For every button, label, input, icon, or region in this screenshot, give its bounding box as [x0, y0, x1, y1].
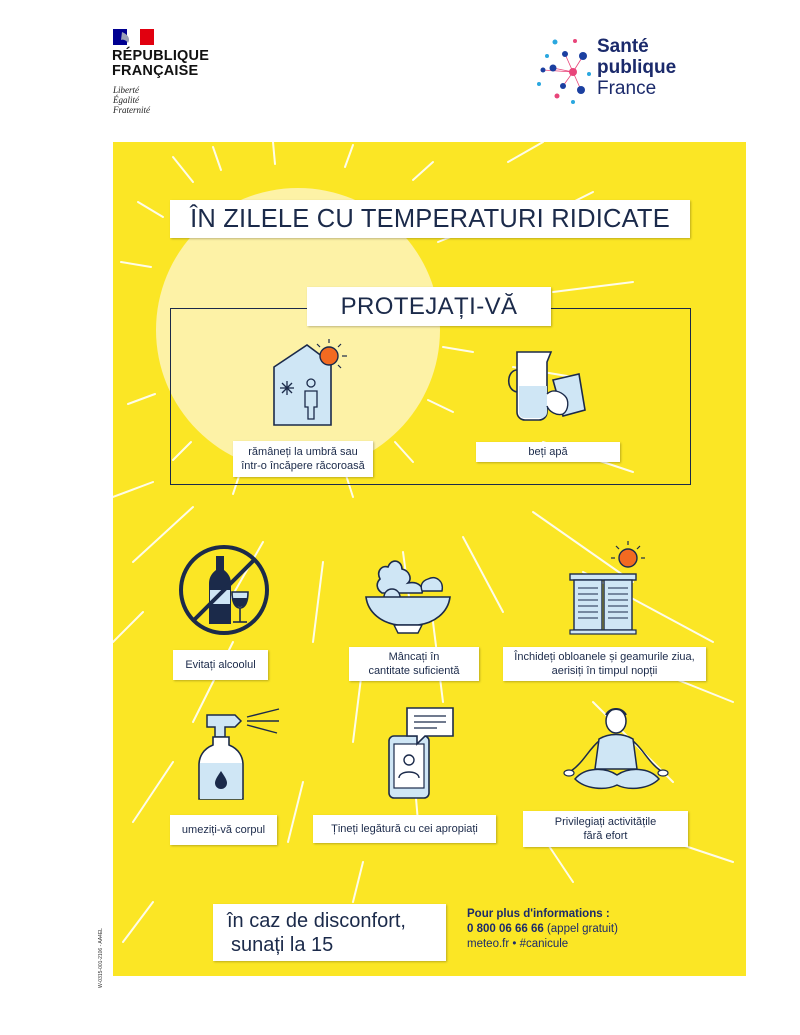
sante-publique-france-wordmark — [597, 36, 676, 99]
shutters-label-line-1: Închideți obloanele și geamurile ziua, — [514, 651, 695, 663]
republique-francaise-title — [112, 49, 209, 79]
water-pitcher-icon — [503, 342, 595, 426]
discomfort-line-1: în caz de disconfort, — [227, 909, 406, 932]
alcohol-label: Evitați alcoolul — [185, 659, 256, 671]
no-alcohol-icon — [176, 542, 272, 638]
meditating-person-icon — [561, 707, 671, 799]
food-bowl-icon — [358, 557, 458, 635]
spray-label: umeziți-vă corpul — [181, 824, 266, 836]
info-web: meteo.fr • #canicule — [467, 938, 569, 950]
republic-line-2: FRANÇAISE — [112, 63, 199, 79]
marianne-flag-logo — [113, 29, 154, 45]
sante-publique-france-logo-icon — [535, 34, 595, 108]
advice-label-water — [476, 442, 620, 462]
food-label-line-1: Mâncați în — [388, 651, 440, 663]
info-phone: 0 800 06 66 66 — [467, 923, 544, 935]
food-label-line-2: cantitate suficientă — [368, 665, 460, 677]
contact-label: Țineți legătură cu cei apropiați — [331, 823, 478, 835]
advice-label-shutters — [503, 647, 706, 681]
shade-label-line-2: într-o încăpere răcoroasă — [241, 460, 365, 472]
phone-chat-icon — [387, 706, 457, 800]
info-title: Pour plus d'informations : — [467, 908, 610, 920]
advice-label-shade — [233, 441, 373, 477]
closed-shutters-icon — [568, 538, 648, 638]
discomfort-line-2: sunați la 15 — [231, 933, 334, 956]
activity-label-line-2: fără efort — [583, 830, 628, 842]
info-phone-note: (appel gratuit) — [546, 923, 618, 935]
side-print-code — [92, 900, 106, 990]
house-snowflake-icon — [271, 337, 353, 429]
republic-line-1: RÉPUBLIQUE — [112, 48, 210, 64]
sante-line-1: Santé — [597, 36, 649, 57]
motto-egalite: Égalité — [113, 95, 139, 105]
info-block — [467, 907, 618, 952]
spray-bottle-icon — [191, 707, 283, 803]
advice-label-spray — [170, 815, 277, 845]
water-label: beți apă — [528, 446, 568, 458]
poster-subtitle: PROTEJAȚI-VĂ — [307, 287, 551, 326]
side-code-text: W-0315-001-2106 - AA4EL — [98, 928, 104, 988]
advice-label-activity — [523, 811, 688, 847]
activity-label-line-1: Privilegiați activitățile — [554, 816, 657, 828]
motto-liberte: Liberté — [113, 85, 139, 95]
advice-label-food — [349, 647, 479, 681]
sante-line-3: France — [597, 78, 657, 99]
poster-title: ÎN ZILELE CU TEMPERATURI RIDICATE — [170, 200, 690, 238]
shade-label-line-1: rămâneți la umbră sau — [248, 446, 358, 458]
republic-motto — [113, 85, 150, 115]
motto-fraternite: Fraternité — [113, 105, 150, 115]
sante-line-2: publique — [597, 57, 677, 78]
advice-label-alcohol — [173, 650, 268, 680]
advice-label-contact — [313, 815, 496, 843]
discomfort-call-box — [213, 904, 446, 961]
heatwave-poster — [113, 142, 746, 976]
shutters-label-line-2: aerisiți în timpul nopții — [551, 665, 658, 677]
